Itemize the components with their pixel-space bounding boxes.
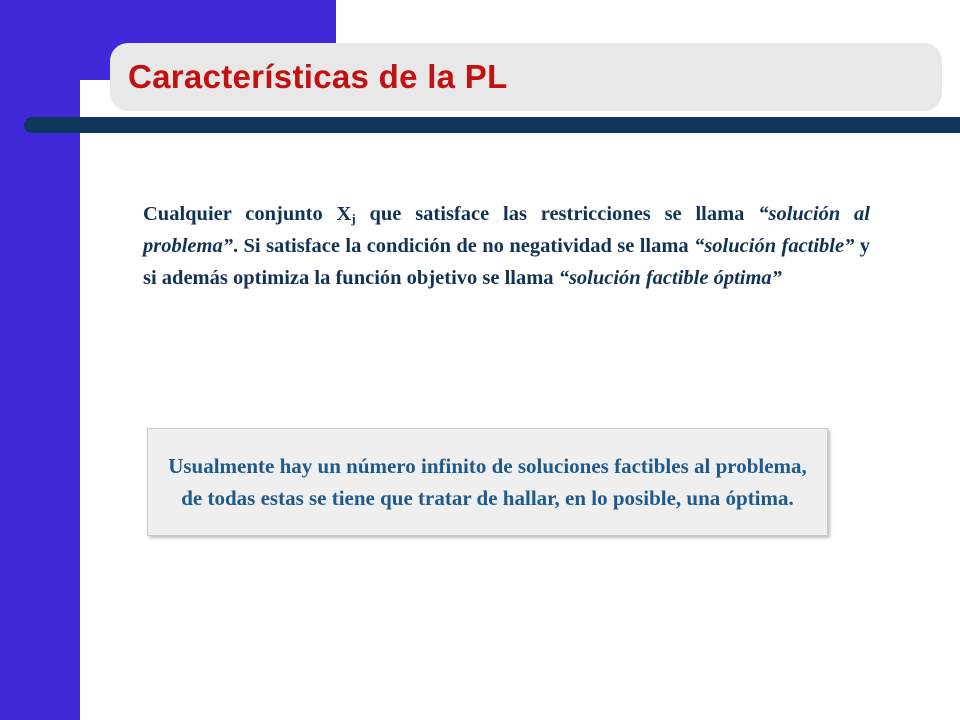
term-solucion-factible: “solución factible” <box>694 235 855 257</box>
title-underline-bar <box>24 117 960 133</box>
definition-paragraph <box>143 198 870 294</box>
note-text: Usualmente hay un número infinito de soluciones factibles al problema, de todas estas se tiene que tratar de hallar, en lo posible, una óptima. <box>168 454 807 510</box>
term-solucion-factible-optima: “solución factible óptima” <box>558 267 782 289</box>
subscript-j: j <box>351 211 356 226</box>
note-box <box>147 428 828 536</box>
paragraph-text-2: que satisface las restricciones se llama <box>355 203 759 225</box>
paragraph-text-1: Cualquier conjunto X <box>143 203 352 225</box>
term-solucion-al-problema: “solución al problema” <box>143 203 870 257</box>
sidebar-band <box>0 0 80 720</box>
title-box <box>110 43 942 111</box>
paragraph-text-3: . Si satisface la condición de no negatividad se llama <box>232 235 695 257</box>
paragraph-text-4: y si además optimiza la función objetivo se llama <box>143 235 871 289</box>
page-title: Características de la PL <box>128 58 508 95</box>
